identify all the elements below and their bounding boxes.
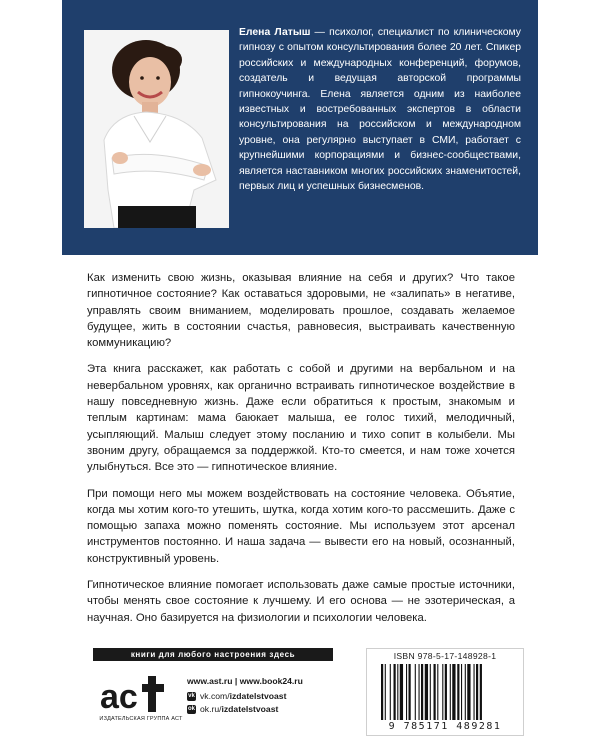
annotation-paragraph: Эта книга расскажет, как работать с собой и другими на вербальном и на невербальном уровнях, как органично встраивать гипнотическое воздействие в нашу повседневную жизнь. Даже если обратиться к простым, знакомым и теплым картинам: мама баюкает малыша, ее голос тихий, мелодичный, усыпляющий. Малыш следует этому посланию и тихо сопит в колыбели. Мы звоним другу, обращаемся за поддержкой. Кто-то смеется, и нам тоже хочется улыбнуться. Все это — гипнотическое влияние. (87, 363, 515, 474)
vk-icon: vk (188, 692, 195, 699)
svg-text:ас: ас (100, 678, 138, 716)
slogan-bar: книги для любого настроения здесь (93, 648, 333, 661)
annotation-paragraph: Как изменить свою жизнь, оказывая влияние на себя и других? Что такое гипнотичное состояние? Как оставаться здоровыми, не «залипать» в негативе, управлять своим вниманием, моделировать прошлое, создавать желаемое будущее, жить в состоянии счастья, равновесия, выстраивать качественную коммуникацию? (87, 272, 515, 350)
cover-margin-right (538, 0, 600, 750)
author-photo (84, 30, 229, 228)
publisher-caption: ИЗДАТЕЛЬСКАЯ ГРУППА АСТ (99, 716, 183, 722)
cover-margin-left (0, 0, 62, 750)
annotation-paragraph: Гипнотическое влияние помогает использовать даже самые простые источники, чтобы менять свое состояние к лучшему. И его основа — не эзотерическая, а научная. Оно базируется на физиологии и психологии человека. (87, 579, 515, 624)
author-name: Елена Латыш (239, 27, 311, 38)
ok-icon: ok (187, 705, 195, 712)
author-bio (239, 25, 521, 194)
social-ok-handle: izdatelstvoast (221, 704, 279, 714)
barcode-digits: 9 785171 489281 (388, 721, 502, 732)
annotation-paragraph: При помощи него мы можем воздействовать на состояние человека. Объятие, когда мы хотим кого-то утешить, шутка, когда хотим кого-то рассмешить. Даже с помощью запаха можно поменять состояние. Мы используем этот арсенал инструментов постоянно. И наша задача — вывести его на новый, осознанный, конструктивный уровень. (87, 487, 515, 565)
barcode-box (366, 648, 524, 736)
website-links[interactable]: www.ast.ru | www.book24.ru (187, 676, 303, 686)
social-ok-prefix: ok.ru/ (200, 704, 222, 714)
ast-logo-icon (86, 670, 182, 716)
publisher-logo (86, 670, 182, 732)
annotation-text (87, 270, 515, 636)
isbn-label: ISBN 978-5-17-148928-1 (393, 651, 497, 661)
author-bio-text: — психолог, специалист по клиническому гипнозу с опытом консультирования более 20 лет. Спикер российских и международных конференций, форумов, создатель и ведущая авторской программы гипнокоучинга. Елена является одним из наиболее известных и востребованных экспертов в области консультирования на российском и международном уровне, она регулярно выступает в СМИ, работает с крупнейшими корпорациями и бизнес-сообществами, является наставником многих российских знаменитостей, первых лиц и успешных бизнесменов. (239, 27, 521, 193)
social-vk-prefix: vk.com/ (200, 691, 230, 701)
social-vk-handle: izdatelstvoast (229, 691, 287, 701)
barcode-icon (381, 664, 509, 720)
social-ok[interactable] (187, 704, 278, 714)
social-vk[interactable] (187, 691, 286, 701)
